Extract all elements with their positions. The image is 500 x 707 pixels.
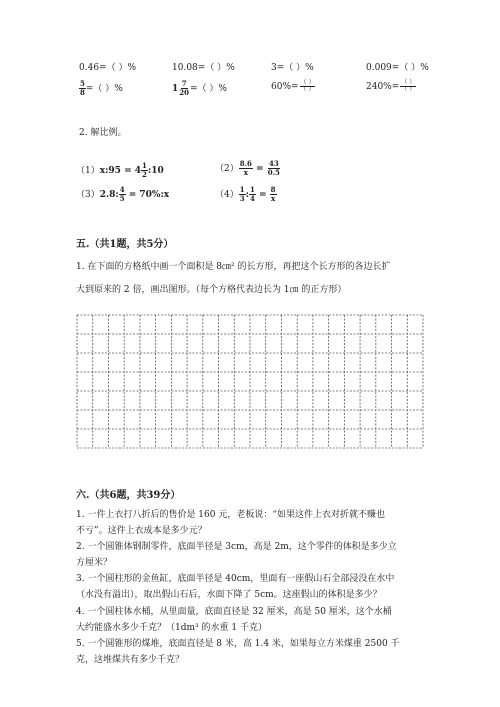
proportion-1	[76, 162, 164, 179]
section-6-title: 六.（共6题，共39分）	[76, 490, 181, 501]
question-line: 克，这堆煤共有多少千克？	[76, 654, 185, 665]
answer-blank[interactable]: =（ ）%	[85, 84, 123, 94]
percent-unit: %	[226, 63, 235, 73]
grid-paper[interactable]	[76, 314, 424, 449]
question-line: （水没有溢出），取出假山石后，水面下降了 5cm。这座假山的体积是多少？	[76, 590, 382, 601]
question-line: 3. 一个圆柱形的金鱼缸，底面半径是 40cm，里面有一座假山石全部浸没在水中	[76, 574, 395, 585]
fraction: $\frac{1}{3}$	[239, 185, 245, 203]
question-line: 4. 一个圆柱体水桶，从里面量，底面直径是 32 厘米，高是 50 厘米，这个水桶	[76, 606, 392, 617]
conversion-0.009	[366, 60, 429, 73]
conversion-60pct	[271, 80, 316, 93]
fraction: $\frac{1}{4}$	[249, 185, 255, 203]
conversion-3	[271, 60, 314, 73]
answer-blank[interactable]: （ ）	[205, 63, 227, 73]
item-label: （2）	[215, 164, 239, 174]
fraction: $\frac{1}{2}$	[142, 161, 147, 179]
percent-unit: %	[127, 63, 137, 73]
expression: = 70%:x	[125, 190, 170, 200]
item-label: （4）	[215, 190, 239, 200]
colon: :	[245, 190, 249, 200]
answer-blank[interactable]: （ ）	[106, 63, 128, 73]
question-line: 方厘米？	[76, 558, 113, 569]
fraction: $\frac{5}{8}$	[80, 79, 85, 97]
answer-blank[interactable]: （ ）	[284, 63, 306, 73]
fraction: $\frac{8.6}{x}$	[239, 159, 252, 177]
expression: 10.08=	[172, 63, 206, 73]
expression: 2.8:	[99, 190, 119, 200]
expression: x:95 = 4	[99, 166, 142, 176]
item-label: （1）	[76, 166, 100, 176]
section-6-questions	[76, 507, 400, 668]
question-line: 2. 一个圆锥体钢制零件，底面半径是 3cm，高是 2m，这个零件的体积是多少立	[76, 542, 397, 553]
expression: 240%=	[366, 82, 400, 92]
section-5-question-line-1: 1. 在下面的方格纸中画一个面积是 8㎝² 的长方形，再把这个长方形的各边长扩	[76, 262, 391, 272]
expression: 60%=	[271, 82, 299, 92]
fraction-blank[interactable]: （ ） （ ）	[300, 79, 315, 93]
expression: 0.46=	[79, 63, 107, 73]
percent-unit: %	[305, 63, 314, 73]
item-label: （3）	[76, 190, 100, 200]
answer-blank[interactable]: （ ）	[399, 63, 421, 73]
conversion-10.08	[172, 60, 235, 73]
conversion-0.46	[79, 60, 136, 73]
fraction: $\frac{8}{x}$	[270, 185, 276, 203]
fraction: $\frac{7}{20}$	[179, 79, 190, 97]
question-line: 大约能盛水多少千克？（1dm³ 的水重 1 千克）	[76, 622, 267, 633]
conversion-1-7-20	[172, 80, 227, 97]
expression: 0.009=	[366, 63, 400, 73]
section-5-question-line-2: 大到原来的 2 倍，画出图形。（每个方格代表边长为 1㎝ 的正方形）	[76, 285, 347, 295]
conversion-5-8	[79, 80, 123, 97]
question-line: 不亏”。这件上衣成本是多少元？	[76, 526, 207, 537]
question-line: 5. 一个圆锥形的煤堆，底面直径是 8 米，高 1.4 米，如果每立方米煤重 2500 千	[76, 638, 400, 649]
equals-sign: =	[252, 164, 267, 174]
fraction-blank[interactable]: （ ） （ ）	[401, 79, 416, 93]
question-line: 1. 一件上衣打八折后的售价是 160 元，老板说：“如果这件上衣对折就不赚也	[76, 510, 385, 520]
percent-unit: %	[420, 63, 429, 73]
fraction: $\frac{4}{5}$	[119, 185, 125, 203]
expression: 3=	[271, 63, 285, 73]
equals-sign: =	[255, 190, 270, 200]
question-2-title: 2. 解比例。	[79, 128, 127, 138]
proportion-2	[215, 160, 281, 177]
proportion-3	[76, 186, 169, 203]
fraction: $\frac{43}{0.5}$	[267, 159, 280, 177]
proportion-4	[215, 186, 277, 203]
answer-blank[interactable]: =（ ）%	[190, 84, 227, 94]
section-5-title: 五.（共1题，共5分）	[76, 239, 174, 250]
expression: :10	[147, 166, 164, 176]
conversion-240pct	[366, 80, 417, 93]
whole-number: 1	[172, 84, 179, 94]
